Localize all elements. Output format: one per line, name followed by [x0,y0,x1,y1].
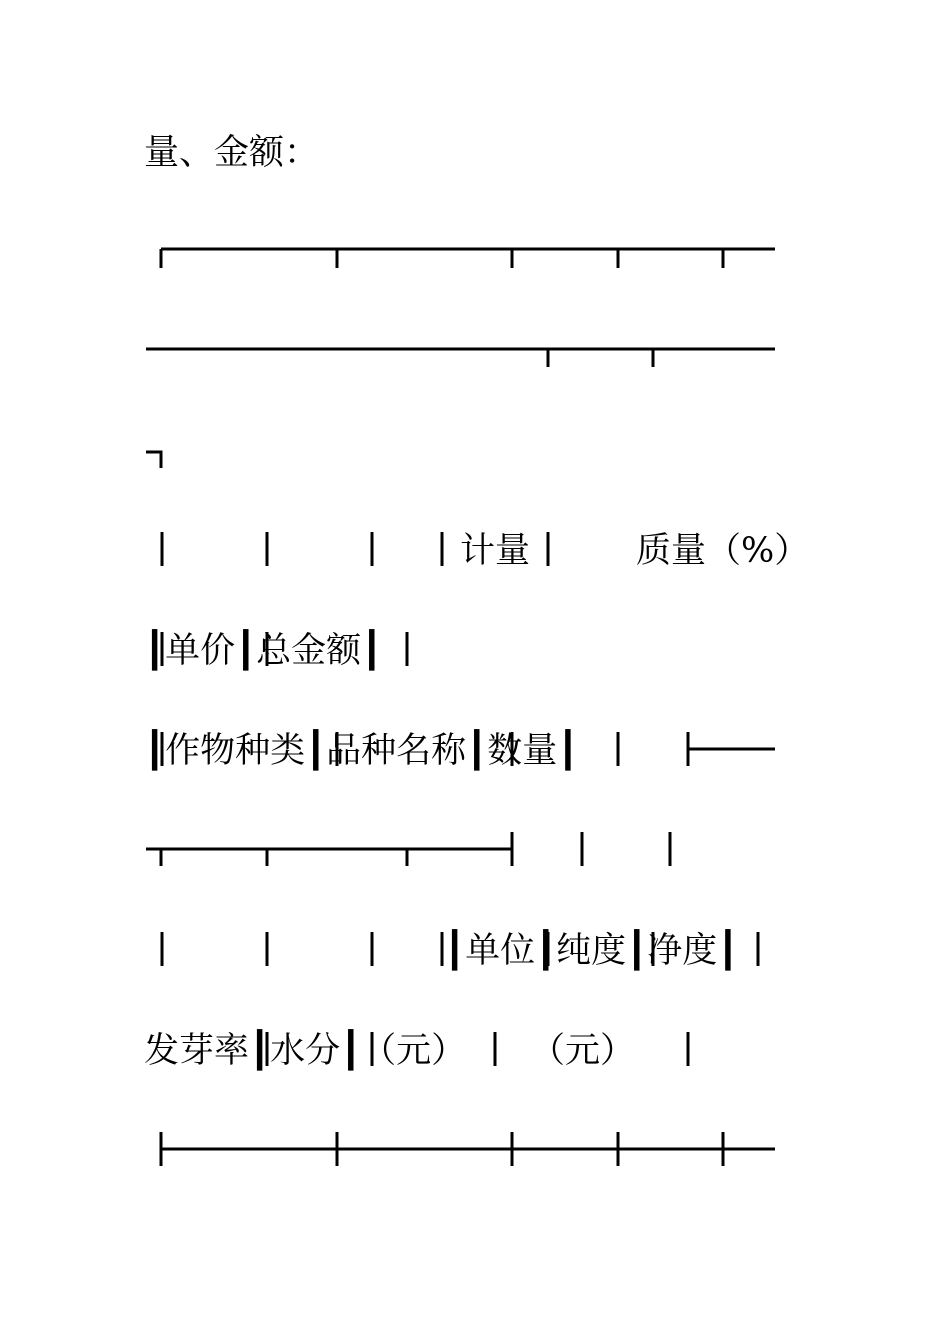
table-header-measure: 计量 [460,531,531,571]
header-mid-border [146,832,670,866]
table-header-quality: 质量（%） [636,531,810,571]
section-heading: 量、金额： [144,133,320,173]
table-separator-border [161,1132,775,1166]
table-header-yuan: （元） [530,1031,636,1071]
table-header-crop-variety-qty: ┃作物种类┃品种名称┃数量┃ [144,731,579,771]
table-header-price-total: ┃单价┃总金额┃ [144,631,383,671]
table-header-germination-moisture-yuan: 发芽率┃水分┃（元） [144,1031,467,1071]
table-top-border [161,249,775,268]
table-top-border-continued [146,349,775,367]
table-corner [146,452,161,468]
table-header-unit-purity-clean: ┃单位┃纯度┃净度┃ [444,931,739,971]
